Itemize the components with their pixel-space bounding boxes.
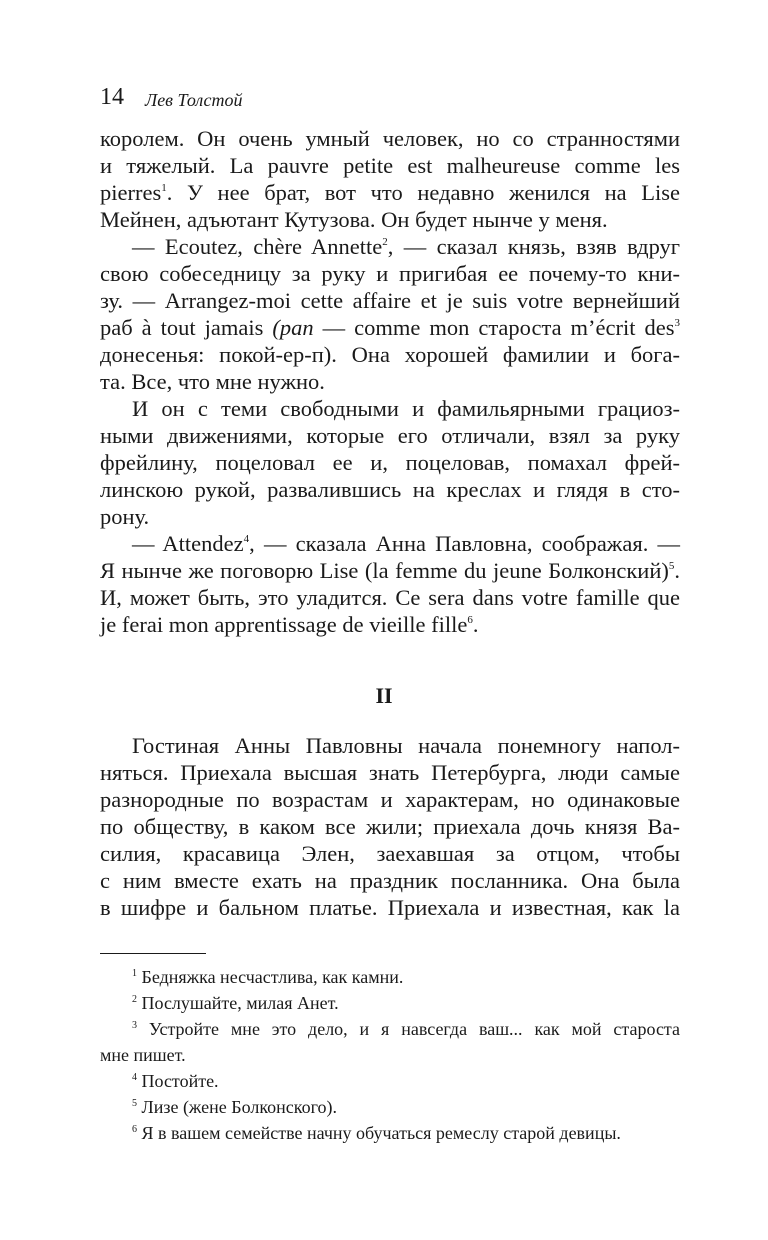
page-number: 14: [100, 84, 124, 110]
footnote: $^1$ Бедняжка несчастлива, как камни.: [132, 967, 404, 987]
text-line: и тяжелый. La pauvre petite est malheureuse comme les: [100, 153, 680, 178]
text-line: няться. Приехала высшая знать Петербурга, люди самые: [100, 760, 680, 785]
footnote-divider: [100, 953, 206, 954]
text-line: королем. Он очень умный человек, но со странностями: [100, 126, 680, 151]
footnotes: [100, 964, 680, 1146]
text-block-top: [100, 125, 680, 638]
footnote-ref: 3: [674, 317, 681, 329]
footnote: $^6$ Я в вашем семействе начну обучаться ремеслу старой девицы.: [132, 1123, 621, 1143]
chapter-heading: II: [375, 683, 393, 708]
footnote-ref: 1: [161, 182, 167, 194]
text-line: pierres$^1$. У нее брат, вот что недавно женился на Lise: [100, 180, 680, 205]
footnote-ref: 4: [243, 533, 250, 545]
footnote-ref: 2: [382, 236, 388, 248]
running-head-author: Лев Толстой: [145, 90, 243, 110]
text-line: Мейнен, адъютант Кутузова. Он будет нынче у меня.: [100, 207, 608, 232]
footnote: $^4$ Постойте.: [132, 1071, 219, 1091]
footnote-ref: 5: [668, 560, 675, 572]
text-line: линскою рукой, развалившись на креслах и глядя в сто-: [100, 477, 680, 502]
text-line: разнородные по возрастам и характерам, но одинаковые: [100, 787, 680, 812]
text-line: та. Все, что мне нужно.: [100, 369, 325, 394]
text-line: донесенья: покой-ер-п). Она хорошей фамилии и бога-: [100, 342, 680, 367]
footnote-continuation: мне пишет.: [100, 1045, 186, 1065]
text-line: зу. — Arrangez-moi cette affaire et je suis votre вернейший: [100, 288, 680, 313]
footnote: $^2$ Послушайте, милая Анет.: [132, 993, 339, 1013]
text-line: — Attendez$^4$, — сказала Анна Павловна, соображая. —: [132, 531, 680, 556]
text-line: силия, красавица Элен, заехавшая за отцом, чтобы: [100, 841, 680, 866]
text-line: Я нынче же поговорю Lise (la femme du jeune Болконский)$^5$.: [100, 558, 680, 583]
text-line: Гостиная Анны Павловны начала понемногу напол-: [132, 733, 680, 758]
text-line: фрейлину, поцеловал ее и, поцеловав, помахал фрей-: [100, 450, 680, 475]
text-line: рону.: [100, 504, 150, 529]
footnote-ref: 6: [467, 614, 473, 626]
text-line: по обществу, в каком все жили; приехала дочь князя Ва-: [100, 814, 680, 839]
text-line: с ним вместе ехать на праздник посланника. Она была: [100, 868, 680, 893]
text-line: — Ecoutez, chère Annette$^2$, — сказал князь, взяв вдруг: [132, 234, 681, 259]
text-line: ными движениями, которые его отличали, взял за руку: [100, 423, 680, 448]
text-block-chapter: [100, 732, 680, 921]
text-line: раб à tout jamais (pan — comme mon староста m’écrit des$^3$: [100, 315, 681, 340]
text-line: свою собеседницу за руку и пригибая ее почему-то кни-: [100, 261, 680, 286]
text-line: je ferai mon apprentissage de vieille fille$^6$.: [100, 612, 479, 637]
footnote: $^5$ Лизе (жене Болконского).: [132, 1097, 338, 1117]
text-line: И, может быть, это уладится. Ce sera dans votre famille que: [100, 585, 680, 610]
footnote: $^3$ Устройте мне это дело, и я навсегда ваш... как мой староста: [132, 1019, 681, 1039]
text-line: И он с теми свободными и фамильярными грациоз-: [132, 396, 680, 421]
text-line: в шифре и бальном платье. Приехала и известная, как la: [100, 895, 680, 920]
